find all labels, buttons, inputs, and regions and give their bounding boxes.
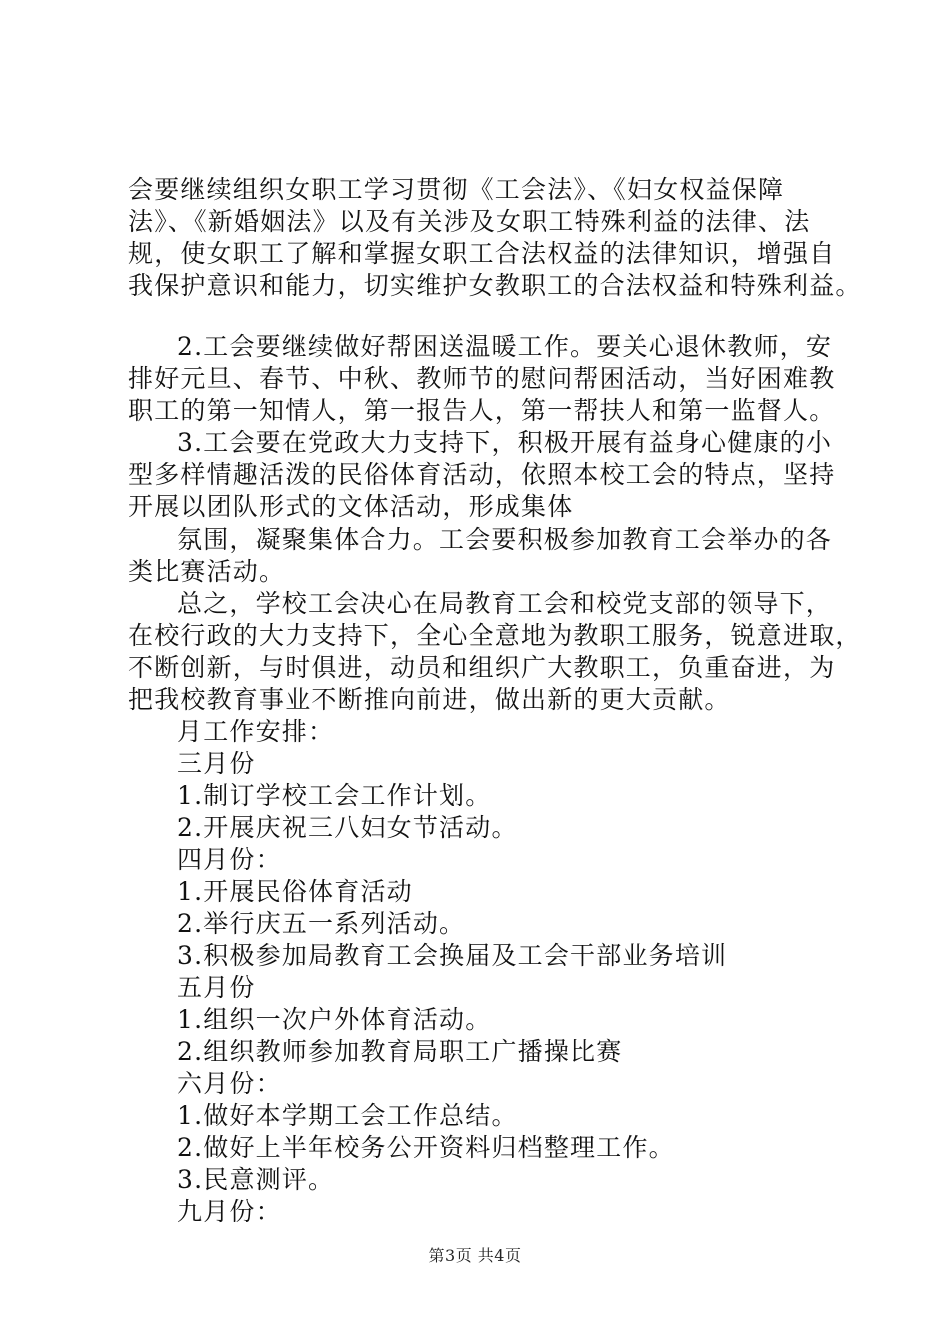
list-item: 3.积极参加局教育工会换届及工会干部业务培训 <box>177 941 728 970</box>
month-heading: 四月份： <box>177 845 282 874</box>
section-heading: 月工作安排： <box>177 717 335 746</box>
body-text-line: 职工的第一知情人，第一报告人，第一帮扶人和第一监督人。 <box>128 396 836 425</box>
month-heading: 六月份： <box>177 1069 282 1098</box>
body-text-line: 排好元旦、春节、中秋、教师节的慰问帮困活动，当好困难教 <box>128 364 836 393</box>
month-heading: 九月份： <box>177 1197 282 1226</box>
list-item: 1.做好本学期工会工作总结。 <box>177 1101 518 1130</box>
list-item: 3.民意测评。 <box>177 1165 335 1194</box>
list-item: 2.组织教师参加教育局职工广播操比赛 <box>177 1037 623 1066</box>
list-item: 1.组织一次户外体育活动。 <box>177 1005 492 1034</box>
list-item: 2.举行庆五一系列活动。 <box>177 909 466 938</box>
body-text-line: 总之，学校工会决心在局教育工会和校党支部的领导下， <box>177 589 833 618</box>
body-text-line: 在校行政的大力支持下，全心全意地为教职工服务，锐意进取， <box>128 621 862 650</box>
list-item: 1.制订学校工会工作计划。 <box>177 781 492 810</box>
list-item: 2.做好上半年校务公开资料归档整理工作。 <box>177 1133 675 1162</box>
page-number-footer: 第3页 共4页 <box>428 1246 522 1265</box>
body-text-line: 会要继续组织女职工学习贯彻《工会法》、《妇女权益保障 <box>128 175 785 204</box>
body-text-line: 我保护意识和能力，切实维护女教职工的合法权益和特殊利益。 <box>128 271 862 300</box>
list-item: 2.开展庆祝三八妇女节活动。 <box>177 813 518 842</box>
body-text-line: 3.工会要在党政大力支持下，积极开展有益身心健康的小 <box>177 428 833 457</box>
list-item: 1.开展民俗体育活动 <box>177 877 413 906</box>
body-text-line: 不断创新，与时俱进，动员和组织广大教职工，负重奋进，为 <box>128 653 836 682</box>
body-text-line: 规，使女职工了解和掌握女职工合法权益的法律知识，增强自 <box>128 239 836 268</box>
month-heading: 五月份 <box>177 973 256 1002</box>
body-text-line: 型多样情趣活泼的民俗体育活动，依照本校工会的特点，坚持 <box>128 460 836 489</box>
month-heading: 三月份 <box>177 749 256 778</box>
body-text-line: 类比赛活动。 <box>128 557 286 586</box>
body-text-line: 法》、《新婚姻法》以及有关涉及女职工特殊利益的法律、法 <box>128 207 811 236</box>
body-text-line: 2.工会要继续做好帮困送温暖工作。要关心退休教师，安 <box>177 332 833 361</box>
body-text-line: 开展以团队形式的文体活动，形成集体 <box>128 492 574 521</box>
body-text-line: 把我校教育事业不断推向前进，做出新的更大贡献。 <box>128 685 731 714</box>
body-text-line: 氛围，凝聚集体合力。工会要积极参加教育工会举办的各 <box>177 525 833 554</box>
